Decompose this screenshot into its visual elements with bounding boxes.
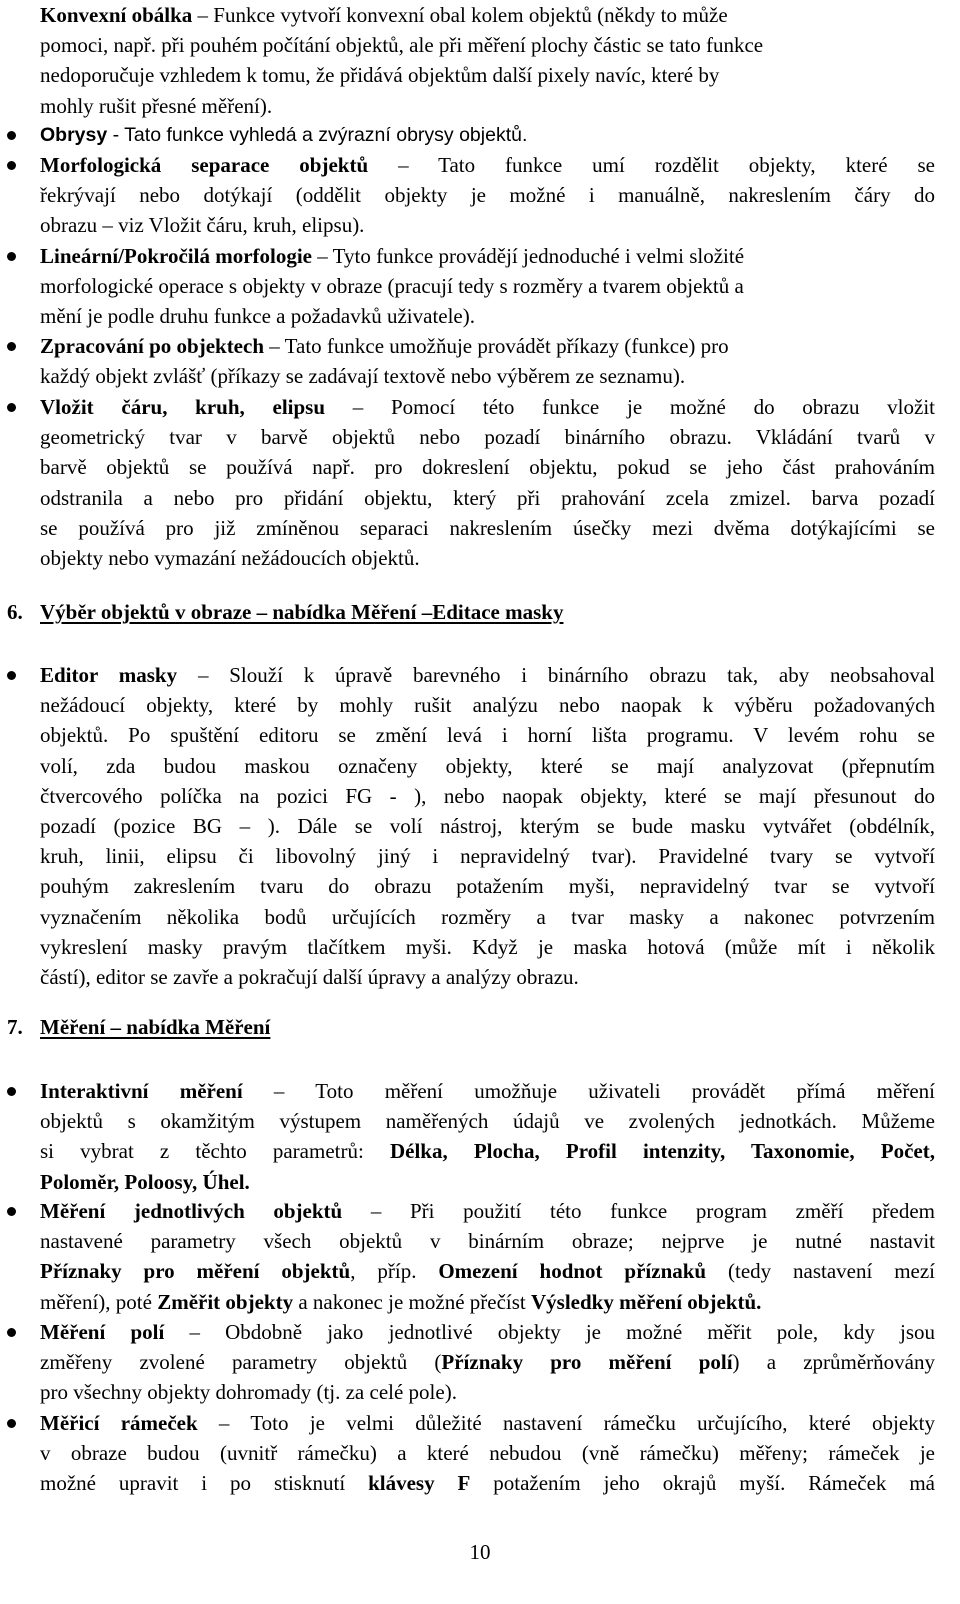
- text-line: [40, 781, 935, 811]
- text-line: [40, 902, 935, 932]
- text-segment: změřeny zvolené parametry objektů (: [40, 1350, 442, 1375]
- text-line: [40, 962, 579, 992]
- text-line: [40, 751, 935, 781]
- text-line: [40, 1347, 935, 1377]
- text-segment: – Tato funkce umí rozdělit objekty, které se: [368, 153, 935, 177]
- bold-term: Interaktivní měření: [40, 1079, 243, 1103]
- text-segment: (tedy nastavení mezí: [706, 1259, 935, 1284]
- bullet-icon: [7, 1419, 16, 1428]
- text-segment: morfologické operace s objekty v obraze (pracují tedy s rozměry a tvarem objektů a: [40, 274, 744, 299]
- text-line: [40, 513, 935, 543]
- text-line: [40, 210, 364, 240]
- text-line: [40, 180, 935, 210]
- text-segment: pro všechny objekty dohromady (tj. za celé pole).: [40, 1380, 457, 1405]
- text-segment: si vybrat z těchto parametrů:: [40, 1139, 390, 1164]
- text-segment: pomoci, např. při pouhém počítání objektů, ale při měření plochy částic se tato funkce: [40, 33, 764, 58]
- text-line: [40, 301, 475, 331]
- text-segment: – Toto měření umožňuje uživateli provádět přímá měření: [242, 1079, 935, 1103]
- section-number: 7.: [7, 1015, 23, 1039]
- bold-term: klávesy F: [368, 1471, 471, 1496]
- page-number: 10: [469, 1540, 491, 1564]
- bold-term: Obrysy: [40, 124, 108, 146]
- text-segment: geometrický tvar v barvě objektů nebo pozadí binárního obrazu. Vkládání tvarů v: [40, 425, 935, 450]
- text-segment: - Tato funkce vyhledá a zvýrazní obrysy objektů.: [107, 124, 528, 146]
- text-segment: řekrývají nebo dotýkají (oddělit objekty je možné i manuálně, nakreslením čáry do: [40, 183, 935, 208]
- text-line: [40, 150, 935, 180]
- text-segment: – Funkce vytvoří konvexní obal kolem objektů (někdy to může: [192, 3, 728, 27]
- bullet-icon: [7, 671, 16, 680]
- text-line: [40, 720, 935, 750]
- bullet-icon: [7, 252, 16, 261]
- text-line: [40, 1226, 935, 1256]
- text-segment: – Slouží k úpravě barevného i binárního obrazu tak, aby neobsahoval: [177, 663, 935, 687]
- text-line: [40, 1106, 935, 1136]
- text-line: [40, 452, 935, 482]
- text-segment: potažením jeho okrajů myší. Rámeček má: [470, 1471, 935, 1496]
- text-segment: a nakonec je možné přečíst: [293, 1289, 531, 1314]
- bold-term: Poloměr, Poloosy, Úhel.: [40, 1169, 250, 1194]
- text-line: [40, 660, 935, 690]
- text-segment: mohly rušit přesné měření).: [40, 93, 273, 118]
- text-segment: mění je podle druhu funkce a požadavků uživatele).: [40, 304, 475, 329]
- text-segment: pozadí (pozice BG – ). Dále se volí nástroj, kterým se bude masku vytvářet (obdélník,: [40, 814, 935, 838]
- text-line: [40, 60, 719, 90]
- text-line: [40, 120, 527, 150]
- bold-term: Měření jednotlivých objektů: [40, 1199, 343, 1223]
- text-segment: – Při použití této funkce program změří předem: [342, 1199, 935, 1223]
- bullet-icon: [7, 161, 16, 170]
- text-segment: volí, zda budou maskou označeny objekty, které se mají analyzovat (přepnutím: [40, 753, 935, 778]
- text-line: [40, 1196, 935, 1226]
- section-title: Výběr objektů v obraze – nabídka Měření –Editace masky: [40, 600, 564, 624]
- text-segment: nežádoucí objekty, které by mohly rušit analýzu nebo naopak k výběru požadovaných: [40, 693, 935, 718]
- text-segment: v obraze budou (uvnitř rámečku) a které nebudou (vně rámečku) měřeny; rámeček je: [40, 1441, 935, 1466]
- text-segment: nedoporučuje vzhledem k tomu, že přidává objektům další pixely navíc, které by: [40, 63, 720, 88]
- bold-term: Konvexní obálka: [40, 3, 193, 27]
- bold-term: Omezení hodnot příznaků: [438, 1259, 707, 1284]
- text-segment: částí), editor se zavře a pokračují další úpravy a analýzy obrazu.: [40, 965, 579, 989]
- text-line: [40, 1377, 457, 1407]
- text-segment: kruh, linii, elipsu či libovolný jiný i nepravidelný tvar). Pravidelné tvary se vytvoří: [40, 844, 935, 869]
- text-segment: barvě objektů se používá např. pro dokreslení objektu, pokud se jeho část prahováním: [40, 455, 935, 480]
- text-line: [40, 543, 420, 573]
- text-segment: vyznačením několika bodů určujících rozměry a tvar masky a nakonec potvrzením: [40, 904, 935, 929]
- text-segment: , příp.: [350, 1259, 439, 1284]
- bold-term: Příznaky pro měření polí: [441, 1350, 733, 1375]
- text-line: [40, 30, 763, 60]
- text-line: [40, 1468, 935, 1498]
- text-line: [40, 1136, 935, 1166]
- text-segment: objektů. Po spuštění editoru se změní levá i horní lišta programu. V levém rohu se: [40, 723, 935, 748]
- bold-term: Změřit objekty: [157, 1289, 294, 1314]
- text-segment: nastavené parametry všech objektů v binárním obraze; nejprve je nutné nastavit: [40, 1229, 935, 1254]
- text-line: [40, 483, 935, 513]
- text-segment: odstranila a nebo pro přidání objektu, který při prahování zcela zmizel. barva pozadí: [40, 485, 935, 510]
- text-segment: čtvercového políčka na pozici FG - ), nebo naopak objekty, které se mají přesunout do: [40, 783, 935, 808]
- bold-term: Editor masky: [40, 663, 178, 687]
- text-line: [40, 841, 935, 871]
- text-line: [40, 361, 685, 391]
- text-line: [40, 932, 935, 962]
- text-line: [40, 1076, 935, 1106]
- text-segment: vykreslení masky pravým tlačítkem myši. Když je maska hotová (může mít i několik: [40, 934, 935, 959]
- section-title: Měření – nabídka Měření: [40, 1015, 271, 1039]
- text-line: [40, 331, 729, 361]
- bold-term: Délka, Plocha, Profil intenzity, Taxonomie, Počet,: [389, 1139, 935, 1164]
- text-segment: každý objekt zvlášť (příkazy se zadávají textově nebo výběrem ze seznamu).: [40, 364, 686, 389]
- text-line: [40, 1438, 935, 1468]
- text-line: [40, 1317, 935, 1347]
- text-line: [40, 690, 935, 720]
- text-segment: – Toto je velmi důležité nastavení rámečku určujícího, které objekty: [197, 1411, 935, 1435]
- bold-term: Lineární/Pokročilá morfologie: [40, 244, 312, 268]
- text-segment: objekty nebo vymazání nežádoucích objektů.: [40, 546, 420, 570]
- bullet-icon: [7, 1328, 16, 1337]
- text-segment: – Obdobně jako jednotlivé objekty je možné měřit pole, kdy jsou: [164, 1320, 935, 1344]
- text-line: [40, 271, 744, 301]
- bold-term: Vložit čáru, kruh, elipsu: [40, 395, 326, 419]
- text-line: [40, 1287, 761, 1317]
- text-line: [40, 241, 744, 271]
- text-line: [40, 1256, 935, 1286]
- text-segment: pouhým zakreslením tvaru do obrazu potažením myši, nepravidelný tvar se vytvoří: [40, 874, 935, 899]
- bold-term: Výsledky měření objektů.: [530, 1289, 762, 1314]
- bold-term: Měření polí: [40, 1320, 165, 1344]
- text-line: [40, 1408, 935, 1438]
- bold-term: Zpracování po objektech: [40, 334, 265, 358]
- text-line: [40, 0, 728, 30]
- bullet-icon: [7, 1087, 16, 1096]
- section-number: 6.: [7, 600, 23, 624]
- text-line: [40, 392, 935, 422]
- text-line: [40, 1167, 250, 1197]
- text-segment: měření), poté: [40, 1289, 158, 1314]
- text-line: [40, 91, 272, 121]
- text-segment: objektů s okamžitým výstupem naměřených údajů ve zvolených jednotkách. Můžeme: [40, 1109, 935, 1134]
- bold-term: Příznaky pro měření objektů: [40, 1259, 351, 1284]
- bold-term: Morfologická separace objektů: [40, 153, 369, 177]
- text-segment: – Tato funkce umožňuje provádět příkazy (funkce) pro: [264, 334, 729, 358]
- text-segment: – Tyto funkce provádějí jednoduché i velmi složité: [312, 244, 745, 268]
- bullet-icon: [7, 342, 16, 351]
- text-line: [40, 811, 935, 841]
- section-heading-section-7: [7, 1015, 270, 1040]
- text-segment: se používá pro již zmíněnou separaci nakreslením úsečky mezi dvěma dotýkajícími se: [40, 515, 935, 540]
- text-segment: ) a zprůměrňovány: [732, 1350, 935, 1375]
- text-line: [40, 422, 935, 452]
- bullet-icon: [7, 403, 16, 412]
- text-line: [40, 871, 935, 901]
- bullet-icon: [7, 1207, 16, 1216]
- bullet-icon: [7, 131, 16, 140]
- section-heading-section-6: [7, 600, 563, 625]
- text-segment: obrazu – viz Vložit čáru, kruh, elipsu).: [40, 213, 365, 238]
- bold-term: Měřicí rámeček: [40, 1411, 198, 1435]
- text-segment: možné upravit i po stisknutí: [40, 1471, 369, 1496]
- text-segment: – Pomocí této funkce je možné do obrazu vložit: [325, 395, 935, 419]
